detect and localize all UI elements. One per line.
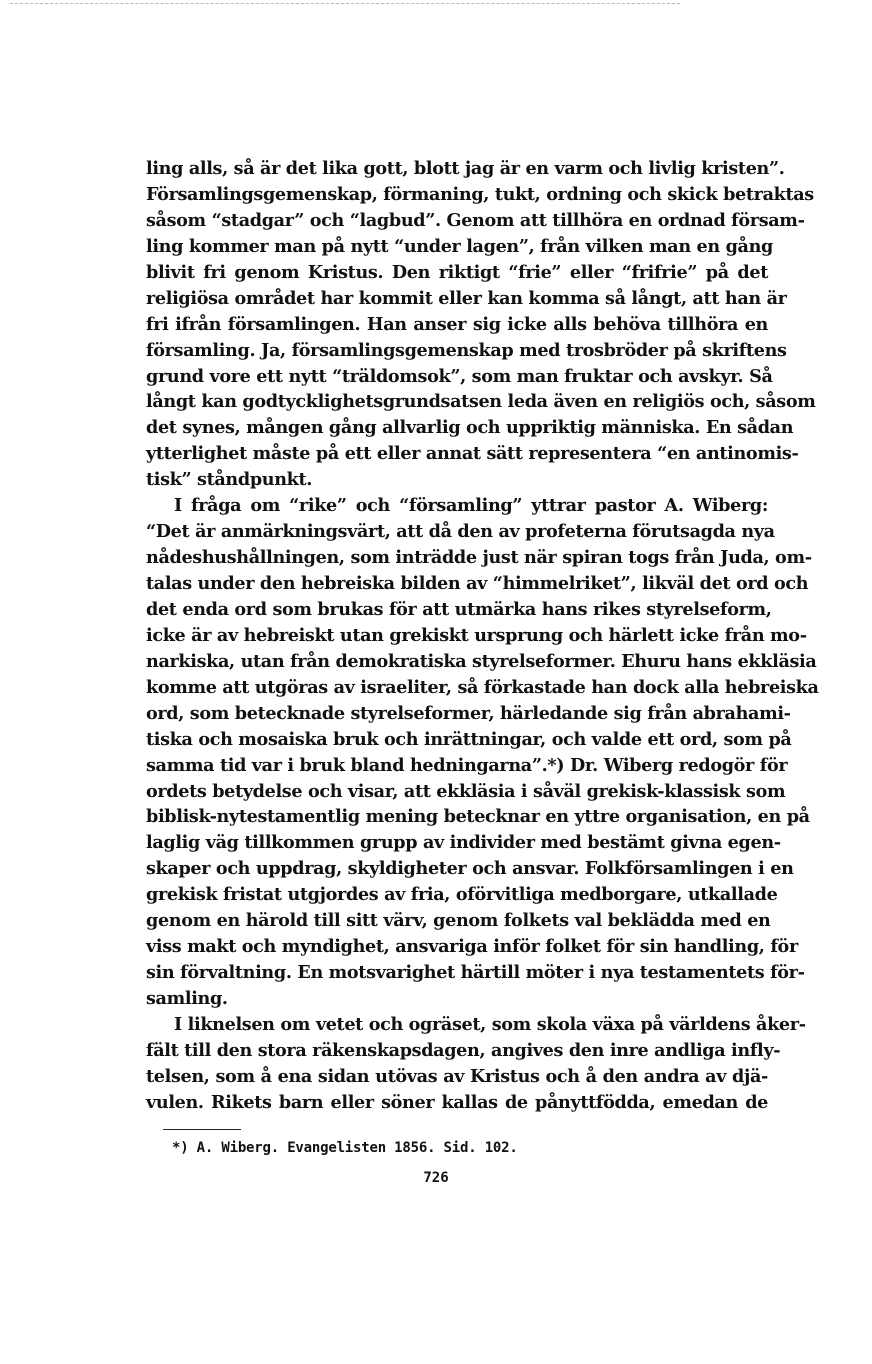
text-line: icke är av hebreiskt utan grekiskt ursprung och härlett icke från mo- <box>146 624 807 646</box>
text-line: fri ifrån församlingen. Han anser sig icke alls behöva tillhöra en <box>146 313 768 335</box>
text-line: komme att utgöras av israeliter, så förkastade han dock alla hebreiska <box>146 676 819 698</box>
text-line: narkiska, utan från demokratiska styrelseformer. Ehuru hans ekkläsia <box>146 650 817 672</box>
text-line: ling kommer man på nytt “under lagen”, från vilken man en gång <box>146 235 774 257</box>
text-line: vulen. Rikets barn eller söner kallas de pånyttfödda, emedan de <box>146 1091 768 1113</box>
text-line: fält till den stora räkenskapsdagen, angives den inre andliga infly- <box>146 1039 781 1061</box>
text-line: såsom “stadgar” och “lagbud”. Genom att tillhöra en ordnad försam- <box>146 209 805 231</box>
footnote: *) A. Wiberg. Evangelisten 1856. Sid. 102. <box>172 1140 518 1156</box>
text-line: församling. Ja, församlingsgemenskap med trosbröder på skriftens <box>146 339 787 361</box>
text-line: I fråga om “rike” och “församling” yttrar pastor A. Wiberg: <box>174 495 768 517</box>
text-line: I liknelsen om vetet och ogräset, som skola växa på världens åker- <box>174 1013 806 1035</box>
text-line: samling. <box>146 988 228 1009</box>
text-line: “Det är anmärkningsvärt, att då den av profeterna förutsagda nya <box>146 521 775 543</box>
body-text <box>146 156 819 1116</box>
text-line: grund vore ett nytt “träldomsok”, som man fruktar och avskyr. Så <box>146 365 773 387</box>
text-line: blivit fri genom Kristus. Den riktigt “frie” eller “frifrie” på det <box>146 261 768 283</box>
text-line: tiska och mosaiska bruk och inrättningar, och valde ett ord, som på <box>146 728 792 750</box>
text-line: genom en härold till sitt värv, genom folkets val beklädda med en <box>146 910 771 932</box>
text-line: långt kan godtycklighetsgrundsatsen leda även en religiös och, såsom <box>146 391 816 413</box>
top-edge-rule <box>10 3 680 4</box>
text-line: det enda ord som brukas för att utmärka hans rikes styrelseform, <box>146 598 772 620</box>
text-line: Församlingsgemenskap, förmaning, tukt, ordning och skick betraktas <box>146 183 814 205</box>
text-line: ytterlighet måste på ett eller annat sätt representera “en antinomis- <box>146 443 799 465</box>
text-line: talas under den hebreiska bilden av “himmelriket”, likväl det ord och <box>146 573 809 594</box>
text-line: laglig väg tillkommen grupp av individer med bestämt givna egen- <box>146 832 781 854</box>
text-line: biblisk-nytestamentlig mening betecknar en yttre organisation, en på <box>146 806 810 828</box>
page-number: 726 <box>423 1170 449 1186</box>
text-line: grekisk fristat utgjordes av fria, oförvitliga medborgare, utkallade <box>146 884 778 906</box>
text-line: ord, som betecknade styrelseformer, härledande sig från abrahami- <box>146 702 791 724</box>
text-line: ling alls, så är det lika gott, blott jag är en varm och livlig kristen”. <box>146 158 785 179</box>
text-line: det synes, mången gång allvarlig och uppriktig människa. En sådan <box>146 417 794 439</box>
footnote-separator <box>163 1129 241 1130</box>
text-line: ordets betydelse och visar, att ekkläsia i såväl grekisk-klassisk som <box>146 780 786 802</box>
text-line: sin förvaltning. En motsvarighet härtill möter i nya testamentets för- <box>146 962 805 984</box>
text-line: samma tid var i bruk bland hedningarna”.*) Dr. Wiberg redogör för <box>146 754 788 776</box>
text-line: tisk” ståndpunkt. <box>146 469 313 491</box>
text-line: religiösa området har kommit eller kan komma så långt, att han är <box>146 287 787 309</box>
text-line: telsen, som å ena sidan utövas av Kristus och å den andra av djä- <box>146 1065 768 1087</box>
text-line: viss makt och myndighet, ansvariga inför folket för sin handling, för <box>146 936 798 958</box>
text-line: nådeshushållningen, som inträdde just när spiran togs från Juda, om- <box>146 547 812 569</box>
text-line: skaper och uppdrag, skyldigheter och ansvar. Folkförsamlingen i en <box>146 858 794 880</box>
